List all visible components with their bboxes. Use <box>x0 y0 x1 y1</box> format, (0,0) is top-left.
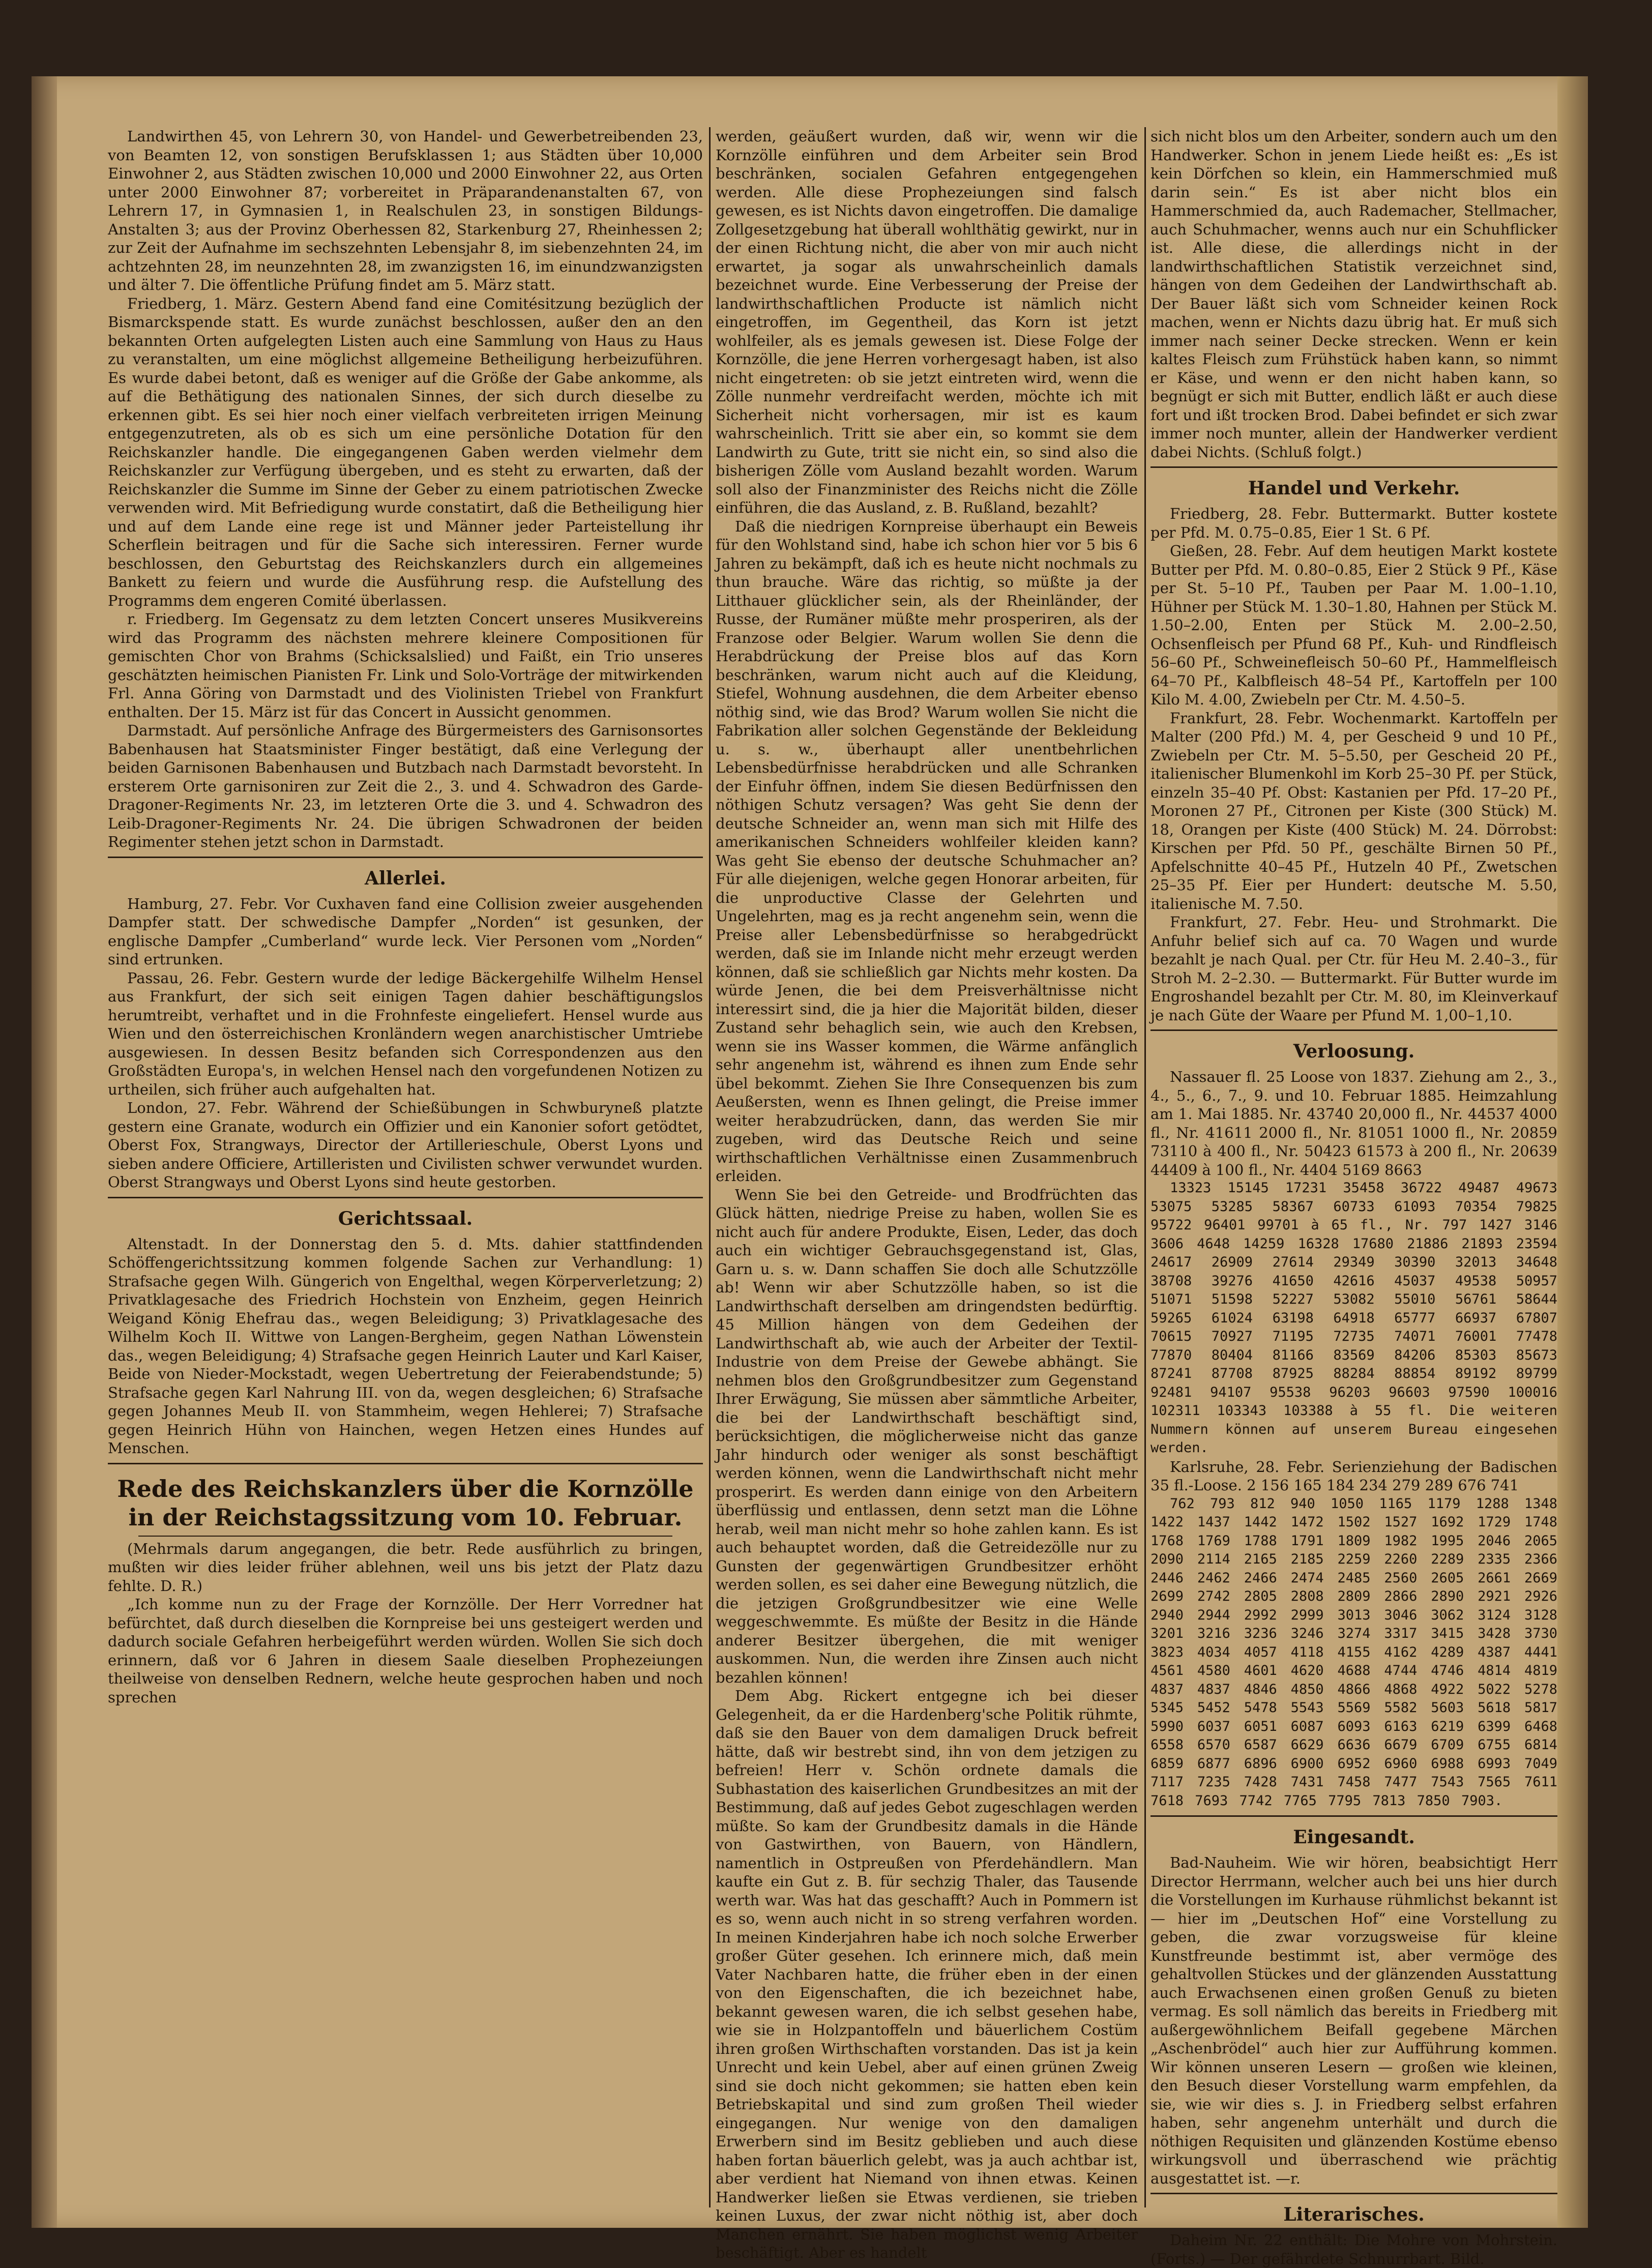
headline-rede-reichskanzler: Rede des Reichskanzlers über die Kornzölle in der Reichstagssitzung vom 10. Februar. <box>117 1475 694 1531</box>
divider <box>108 1463 703 1464</box>
market-friedberg: Friedberg, 28. Febr. Buttermarkt. Butter kostete per Pfd. M. 0.75–0.85, Eier 1 St. 6 Pf. <box>1150 505 1557 541</box>
lottery-nassau-numbers: 13323 15145 17231 35458 36722 49487 49673 53075 53285 58367 60733 61093 70354 79825 95722 96401 99701 à 65 fl., Nr. 797 1427 3146 3606 4648 14259 16328 17680 21886 21893 23594 24617 26909 27614 29349 30390 32013 34648 38708 39276 41650 42616 45037 49538 50957 51071 51598 52227 53082 55010 56761 58644 59265 61024 63198 64918 65777 66937 67807 70615 70927 71195 72735 74071 76001 77478 77870 80404 81166 83569 84206 85303 85673 87241 87708 87925 88284 88854 89192 89799 92481 94107 95538 96203 96603 97590 100016 102311 103343 103388 à 55 fl. Die weiteren Nummern können auf unserem Bureau eingesehen werden. <box>1150 1180 1557 1456</box>
article-bismarckspende: Friedberg, 1. März. Gestern Abend fand eine Comitésitzung bezüglich der Bismarckspende statt. Es wurde zunächst beschlossen, außer den an den bekannten Orten aufgelegten Listen auch eine Sammlung von Haus zu Haus zu veranstalten, um eine möglichst allgemeine Betheiligung herbeizuführen. Es wurde dabei betont, daß es weniger auf die Größe der Gabe ankomme, als auf die Bethätigung des nationalen Sinnes, der sich durch dieselbe zu erkennen gibt. Es sei hier noch einer vielfach verbreiteten irrigen Meinung entgegenzutreten, als ob es sich um eine persönliche Dotation für den Reichskanzler handle. Die eingegangenen Gaben werden vielmehr dem Reichskanzler zur Verfügung übergeben, und es steht zu erwarten, daß der Reichskanzler die Summe im Sinne der Geber zu einem patriotischen Zwecke verwenden wird. Mit Befriedigung wurde constatirt, daß die Betheiligung hier und auf dem Lande eine rege ist und Männer jeder Parteistellung ihr Scherflein beitragen und für die Sache sich interessiren. Ferner wurde beschlossen, den Geburtstag des Reichskanzlers durch ein allgemeines Bankett zu feiern und wurde die Ausführung resp. die Aufstellung des Programms dem engeren Comité überlassen. <box>108 294 703 609</box>
speech-text-4: Wenn Sie bei den Getreide- und Brodfrüchten das Glück hätten, niedrige Preise zu haben, wollen Sie es nicht auch für andere Produkte, Eisen, Leder, das doch auch ein wichtiger Gebrauchsgegenstand ist, Glas, Garn u. s. w. Dann schaffen Sie doch alle Schutzzölle ab! Wenn wir aber Schutzzölle haben, so ist die Landwirthschaft derselben am dringendsten bedürftig. 45 Million hängen von dem Gedeihen der Landwirthschaft ab, wie auch der Arbeiter der Textil-Industrie von dem Preise der Gewebe abhängt. Sie nehmen blos den Großgrundbesitzer zum Gegenstand Ihrer Erwägung, Sie müssen aber sämmtliche Arbeiter, die bei der Landwirthschaft beschäftigt sind, berücksichtigen, die möglicherweise nicht das ganze Jahr hindurch oder weniger als sonst beschäftigt werden können, wenn die Landwirthschaft nicht mehr prosperirt. Es werden dann einige von den Arbeitern überflüssig und entlassen, denn setzt man die Löhne herab, weil man nicht mehr so hohe zahlen kann. Es ist auch behauptet worden, daß die Getreidezölle nur zu Gunsten der gegenwärtigen Grundbesitzer erhöht werden sollen, es sei daher eine Bewegung nützlich, die die jetzigen Großgrundbesitzer wie eine Welle weggeschwemmte. Es müßte der Besitz in die Hände anderer Besitzer übergehen, die mit weniger auskommen. Nun, die werden ihre Zinsen auch nicht bezahlen können! <box>716 1186 1138 1686</box>
article-musikverein: r. Friedberg. Im Gegensatz zu dem letzten Concert unseres Musikvereins wird das Programm des nächsten mehrere kleinere Compositionen für gemischten Chor von Brahms (Schicksalslied) und Faißt, ein Trio unseres geschätzten heimischen Pianisten Fr. Link und Solo-Vorträge der mitwirkenden Frl. Anna Göring von Darmstadt und des Violinisten Triebel von Frankfurt enthalten. Der 15. März ist für das Concert in Aussicht genommen. <box>108 610 703 721</box>
speech-text-3: Daß die niedrigen Kornpreise überhaupt ein Beweis für den Wohlstand sind, habe ich schon hier vor 5 bis 6 Jahren zu bekämpft, daß ich es heute nicht nochmals zu thun brauche. Wäre das richtig, so müßte ja der Litthauer glücklicher sein, als der Rheinländer, der Russe, der Rumäner müßte mehr prosperiren, als der Franzose oder Belgier. Warum wollen Sie denn die Herabdrückung der Preise blos auf das Korn beschränken, warum nicht auch auf die Kleidung, Stiefel, Wohnung ausdehnen, die dem Arbeiter ebenso nöthig sind, wie das Brod? Warum wollen Sie nicht die Fabrikation aller solchen Gegenstände der Bekleidung u. s. w., überhaupt aller unentbehrlichen Lebensbedürfnisse herabdrücken und alle Schranken der Einfuhr öffnen, indem Sie diesen Bedürfnissen den nöthigen Schutz versagen? Was geht Sie denn der deutsche Schneider an, wenn man sich mit Hilfe des amerikanischen Schneiders wohlfeiler kleiden kann? Was geht Sie ebenso der deutsche Schuhmacher an? Für alle diejenigen, welche gegen Honorar arbeiten, für die unproductive Classe der Gelehrten und Ungelehrten, mag es ja recht angenehm sein, wenn die Preise aller Lebensbedürfnisse so herabgedrückt werden, daß sie im Inlande nicht mehr erzeugt werden können, daß sie schließlich gar Nichts mehr kosten. Da würde Jenen, die bei dem Preisverhältnisse nicht interessirt sind, die ja hier die Majorität bilden, dieser Zustand sehr behaglich sein, wie auch den Krebsen, wenn sie ins Wasser kommen, die Wärme anfänglich sehr angenehm ist, während es ihnen zum Ende sehr übel bekommt. Ziehen Sie Ihre Consequenzen bis zum Aeußersten, wenn es Ihnen gelingt, die Preise immer weiter herabzudrücken, dann, das werden Sie mir zugeben, wird das Deutsche Reich und seine wirthschaftlichen Verhältnisse einen Zusammenbruch erleiden. <box>716 517 1138 1185</box>
divider-short <box>138 1536 672 1537</box>
speech-text-1: „Ich komme nun zu der Frage der Kornzölle. Der Herr Vorredner hat befürchtet, daß durch dieselben die Kornpreise bei uns gesteigert werden und dadurch sociale Gefahren herbeigeführt werden würden. Wollen Sie sich doch erinnern, daß vor 6 Jahren in diesem Saale dieselben Prophezeiungen theilweise von denselben Rednern, welche heute gesprochen haben und noch sprechen <box>108 1596 703 1706</box>
binding-edge <box>32 76 57 2228</box>
divider <box>1150 1815 1557 1817</box>
market-frankfurt-heu: Frankfurt, 27. Febr. Heu- und Strohmarkt. Die Anfuhr belief sich auf ca. 70 Wagen und wurde bezahlt je nach Qual. per Ctr. für Heu M. 2.40–3., für Stroh M. 2–2.30. — Buttermarkt. Für Butter wurde im Engroshandel bezahlt per Ctr. M. 80, im Kleinverkauf je nach Güte der Waare per Pfund M. 1,00–1,10. <box>1150 914 1557 1024</box>
lottery-karlsruhe: Karlsruhe, 28. Febr. Serienziehung der Badischen 35 fl.-Loose. 2 156 165 184 234 279 289 676 741 <box>1150 1458 1557 1494</box>
market-frankfurt-wochenmarkt: Frankfurt, 28. Febr. Wochenmarkt. Kartoffeln per Malter (200 Pfd.) M. 4, per Gescheid 9 und 10 Pf., Zwiebeln per Ctr. M. 5–5.50, per Gescheid 20 Pf., italienischer Blumenkohl im Korb 25–30 Pf. per Stück, einzeln 35–40 Pf. Obst: Kastanien per Pfd. 17–20 Pf., Moronen 27 Pf., Citronen per Kiste (300 Stück) M. 18, Orangen per Kiste (400 Stück) M. 24. Dörrobst: Kirschen per Pfd. 50 Pf., geschälte Birnen 50 Pf., Apfelschnitte 40–45 Pf., Hutzeln 40 Pf., Zwetschen 25–35 Pf. Eier per Hundert: deutsche M. 5.50, italienische M. 7.50. <box>1150 709 1557 912</box>
next-page-strip <box>1557 76 1588 2228</box>
article-darmstadt: Darmstadt. Auf persönliche Anfrage des Bürgermeisters des Garnisonsortes Babenhausen hat Staatsminister Finger bestätigt, daß eine Verlegung der beiden Garnisonen Babenhausen und Butzbach nach Darmstadt bevorsteht. In ersterem Orte garnisoniren zur Zeit die 2., 3. und 4. Schwadron des Garde-Dragoner-Regiments Nr. 23, im letzteren Orte die 3. und 4. Schwadron des Leib-Dragoner-Regiments Nr. 24. Die übrigen Schwadronen der beiden Regimenter stehen jetzt schon in Darmstadt. <box>108 722 703 850</box>
column-rule-2 <box>1144 127 1146 2207</box>
divider <box>1150 1029 1557 1031</box>
column-rule-1 <box>709 127 711 2207</box>
section-heading-eingesandt: Eingesandt. <box>1293 1827 1415 1848</box>
section-heading-allerlei: Allerlei. <box>365 867 446 889</box>
article-altenstadt: Altenstadt. In der Donnerstag den 5. d. Mts. dahier stattfindenden Schöffengerichtssitzung kommen folgende Sachen zur Verhandlung: 1) Strafsache gegen Wilh. Güngerich von Engelthal, wegen Körperverletzung; 2) Privatklagesache des Friedrich Hochstein von Enzheim, gegen Heinrich Weigand König Ehefrau das., wegen Beleidigung; 3) Privatklagesache des Wilhelm Koch II. Wittwe von Langen-Bergheim, gegen Nathan Löwenstein das., wegen Beleidigung; 4) Strafsache gegen Heinrich Lauter und Karl Kaiser, Beide von Nieder-Mockstadt, wegen Uebertretung der Feierabendstunde; 5) Strafsache gegen Karl Nahrung III. von da, wegen desgleichen; 6) Strafsache gegen Johannes Meub II. von Stammheim, wegen Hehlerei; 7) Strafsache gegen Heinrich Hühn von Hainchen, wegen Hetzen eines Hundes auf Menschen. <box>108 1235 703 1457</box>
article-daheim: Daheim Nr. 22 enthält: Die Mohre von Mohrstein. (Forts.) — Der gefährdete Schnurrbart. Bild. <box>1150 2231 1557 2267</box>
divider <box>108 1197 703 1198</box>
lottery-nassau: Nassauer fl. 25 Loose von 1837. Ziehung am 2., 3., 4., 5., 6., 7., 9. und 10. Februar 1885. Heimzahlung am 1. Mai 1885. Nr. 43740 20,000 fl., Nr. 44537 4000 fl., Nr. 41611 2000 fl., Nr. 81051 1000 fl., Nr. 20859 73110 à 400 fl., Nr. 50423 61573 à 200 fl., Nr. 20639 44409 à 100 fl., Nr. 4404 5169 8663 <box>1150 1068 1557 1179</box>
column-1 <box>108 127 703 2207</box>
article-statistics: Landwirthen 45, von Lehrern 30, von Handel- und Gewerbetreibenden 23, von Beamten 12, von sonstigen Berufsklassen 1; aus Städten über 10,000 Einwohner 2, aus Städten zwischen 10,000 und 2000 Einwohner 22, aus Orten unter 2000 Einwohner 87; vorbereitet in Präparandenanstalten 67, von Lehrern 17, in Gymnasien 1, in Realschulen 23, in sonstigen Bildungs-Anstalten 3; aus der Provinz Oberhessen 82, Starkenburg 27, Rheinhessen 2; zur Zeit der Aufnahme im sechszehnten Lebensjahr 8, im siebenzehnten 24, im achtzehnten 28, im neunzehnten 28, im zwanzigsten 16, im einundzwanzigsten und älter 7. Die öffentliche Prüfung findet am 5. März statt. <box>108 128 703 293</box>
section-heading-gerichtssaal: Gerichtssaal. <box>338 1207 473 1229</box>
speech-text-6: sich nicht blos um den Arbeiter, sondern auch um den Handwerker. Schon in jenem Liede heißt es: „Es ist kein Dörfchen so klein, ein Hammerschmied muß darin sein.“ Es ist aber nicht blos ein Hammerschmied da, auch Rademacher, Stellmacher, auch Schuhmacher, wenns auch nur ein Schuhflicker ist. Alle diese, die allerdings nicht in der landwirthschaftlichen Statistik verzeichnet sind, hängen von dem Gedeihen der Landwirthschaft ab. Der Bauer läßt sich vom Schneider keinen Rock machen, wenn er Nichts dazu übrig hat. Er muß sich immer nach seiner Decke strecken. Wenn er kein kaltes Fleisch zum Frühstück haben kann, so nimmt er Käse, und wenn er den nicht haben kann, so begnügt er sich mit Butter, endlich läßt er auch diese fort und ißt trocken Brod. Dabei befindet er sich zwar immer noch munter, allein der Handwerker verdient dabei Nichts. (Schluß folgt.) <box>1150 128 1557 461</box>
speech-text-2: werden, geäußert wurden, daß wir, wenn wir die Kornzölle einführen und dem Arbeiter sein Brod beschränken, socialen Gefahren entgegengehen werden. Alle diese Prophezeiungen sind falsch gewesen, es ist Nichts davon eingetroffen. Die damalige Zollgesetzgebung hat überall wohlthätig gewirkt, nur in der einen Richtung nicht, die aber von mir auch nicht erwartet, ja sogar als unwahrscheinlich damals bezeichnet wurde. Eine Verbesserung der Preise der landwirthschaftlichen Producte ist nämlich nicht eingetroffen, im Gegentheil, das Korn ist jetzt wohlfeiler, als es jemals gewesen ist. Diese Folge der Kornzölle, die jene Herren vorhergesagt haben, ist also nicht eingetreten: ob sie jetzt eintreten wird, wenn die Zölle nunmehr verdreifacht werden, möchte ich mit Sicherheit nicht vorhersagen, mir ist es kaum wahrscheinlich. Tritt sie aber ein, so kommt sie dem Landwirth zu Gute, tritt sie nicht ein, so sind also die bisherigen Zölle vom Ausland bezahlt worden. Warum soll also der Finanzminister des Reichs nicht die Zölle einführen, die das Ausland, z. B. Rußland, bezahlt? <box>716 128 1138 516</box>
newspaper-page <box>32 76 1588 2267</box>
section-heading-handel: Handel und Verkehr. <box>1248 478 1460 499</box>
article-hamburg: Hamburg, 27. Febr. Vor Cuxhaven fand eine Collision zweier ausgehenden Dampfer statt. Der schwedische Dampfer „Norden“ ist gesunken, der englische Dampfer „Cumberland“ wurde leck. Vier Personen vom „Norden“ sind ertrunken. <box>108 895 703 968</box>
column-3 <box>1150 127 1557 2267</box>
divider <box>1150 2193 1557 2194</box>
article-bad-nauheim: Bad-Nauheim. Wie wir hören, beabsichtigt Herr Director Herrmann, welcher auch bei uns hier durch die Vorstellungen im Kurhause rühmlichst bekannt ist — hier im „Deutschen Hof“ eine Vorstellung zu geben, die zwar vorzugsweise für kleine Kunstfreunde bestimmt ist, aber vermöge des gehaltvollen Stückes und der glänzenden Ausstattung auch Erwachsenen einen großen Genuß zu bieten vermag. Es soll nämlich das bereits in Friedberg mit außergewöhnlichem Beifall gegebene Märchen „Aschenbrödel“ auch hier zur Aufführung kommen. Wir können unseren Lesern — großen wie kleinen, den Besuch dieser Vorstellung warm empfehlen, da sie, wie wir dies s. J. in Friedberg selbst erfahren haben, sehr angenehm unterhält und durch die nöthigen Requisiten und glänzenden Kostüme ebenso wirkungsvoll und überraschend wie prächtig ausgestattet ist. —r. <box>1150 1854 1557 2187</box>
section-heading-literarisches: Literarisches. <box>1283 2204 1425 2225</box>
market-giessen: Gießen, 28. Febr. Auf dem heutigen Markt kostete Butter per Pfd. M. 0.80–0.85, Eier 2 Stück 9 Pf., Käse per St. 5–10 Pf., Tauben per Paar M. 1.00–1.10, Hühner per Stück M. 1.30–1.80, Hahnen per Stück M. 1.50–2.00, Enten per Stück M. 2.00–2.50, Ochsenfleisch per Pfund 68 Pf., Kuh- und Rindfleisch 56–60 Pf., Schweinefleisch 50–60 Pf., Hammelfleisch 64–70 Pf., Kalbfleisch 48–54 Pf., Kartoffeln per 100 Kilo M. 4.00, Zwiebeln per Ctr. M. 4.50–5. <box>1150 542 1557 708</box>
divider <box>1150 466 1557 468</box>
speech-text-5: Dem Abg. Rickert entgegne ich bei dieser Gelegenheit, da er die Hardenberg'sche Politik rühmte, daß sie den Bauer von dem damaligen Druck befreit hätte, daß wir bestrebt sind, ihn von dem jetzigen zu befreien! Herr v. Schön ordnete damals die Subhastation des kaiserlichen Grundbesitzes an mit der Bestimmung, daß auf jedes Gebot zugeschlagen werden müßte. So kam der Grundbesitz damals in die Hände von Gastwirthen, von Bauern, von Händlern, namentlich in Ostpreußen von Pferdehändlern. Man kaufte ein Gut z. B. für sechzig Thaler, das Tausende werth war. Was hat das geschafft? Auch in Pommern ist es so, wenn auch nicht in so streng verfahren worden. In meinen Kinderjahren habe ich noch solche Erwerber großer Güter gesehen. Ich erinnere mich, daß mein Vater Nachbaren hatte, die früher eben in der einen von den Eigenschaften, die ich bezeichnet habe, bekannt gewesen waren, die ich selbst gesehen habe, wie sie in Holzpantoffeln und bäuerlichem Costüm ihren großen Wirthschaften vorstanden. Das ist ja kein Unrecht und kein Uebel, aber auf einen grünen Zweig sind sie doch nicht gekommen; sie hatten eben kein Betriebskapital und sind zum großen Theil wieder eingegangen. Nur wenige von den damaligen Erwerbern sind im Besitz geblieben und auch diese haben fortan bäuerlich gelebt, was ja auch achtbar ist, aber verdient hat Niemand von ihnen etwas. Keinen Handwerker ließen sie Etwas verdienen, sie trieben keinen Luxus, der zwar nicht nöthig ist, aber doch Manchen ernährt. Sie haben möglichst wenig Arbeiter beschäftigt. Aber es handelt <box>716 1687 1138 2261</box>
column-2 <box>716 127 1138 2261</box>
article-london: London, 27. Febr. Während der Schießübungen in Schwburyneß platzte gestern eine Granate, wodurch ein Offizier und ein Kanonier sofort getödtet, Oberst Fox, Strangways, Director der Artillerieschule, Oberst Lyons und sieben andere Officiere, Artilleristen und Civilisten schwer verwundet wurden. Oberst Strangways und Oberst Lyons sind heute gestorben. <box>108 1099 703 1191</box>
divider <box>108 857 703 858</box>
section-heading-verloosung: Verloosung. <box>1293 1041 1415 1062</box>
editor-note: (Mehrmals darum angegangen, die betr. Rede ausführlich zu bringen, mußten wir dies leider früher ablehnen, weil uns bis jetzt der Platz dazu fehlte. D. R.) <box>108 1540 703 1595</box>
lottery-karlsruhe-numbers: 762 793 812 940 1050 1165 1179 1288 1348 1422 1437 1442 1472 1502 1527 1692 1729 1748 1768 1769 1788 1791 1809 1982 1995 2046 2065 2090 2114 2165 2185 2259 2260 2289 2335 2366 2446 2462 2466 2474 2485 2560 2605 2661 2669 2699 2742 2805 2808 2809 2866 2890 2921 2926 2940 2944 2992 2999 3013 3046 3062 3124 3128 3201 3216 3236 3246 3274 3317 3415 3428 3730 3823 4034 4057 4118 4155 4162 4289 4387 4441 4561 4580 4601 4620 4688 4744 4746 4814 4819 4837 4837 4846 4850 4866 4868 4922 5022 5278 5345 5452 5478 5543 5569 5582 5603 5618 5817 5990 6037 6051 6087 6093 6163 6219 6399 6468 6558 6570 6587 6629 6636 6679 6709 6755 6814 6859 6877 6896 6900 6952 6960 6988 6993 7049 7117 7235 7428 7431 7458 7477 7543 7565 7611 7618 7693 7742 7765 7795 7813 7850 7903. <box>1150 1495 1557 1809</box>
article-passau: Passau, 26. Febr. Gestern wurde der ledige Bäckergehilfe Wilhelm Hensel aus Frankfurt, der sich seit einigen Tagen dahier beschäftigungslos herumtreibt, verhaftet und in die Frohnfeste eingeliefert. Hensel wurde aus Wien und den österreichischen Kronländern wegen anarchistischer Umtriebe ausgewiesen. In dessen Besitz befanden sich Correspondenzen aus den Großstädten Europa's, in welchen Hensel nach den vorgefundenen Notizen zu urtheilen, sich früher auch aufgehalten hat. <box>108 969 703 1098</box>
